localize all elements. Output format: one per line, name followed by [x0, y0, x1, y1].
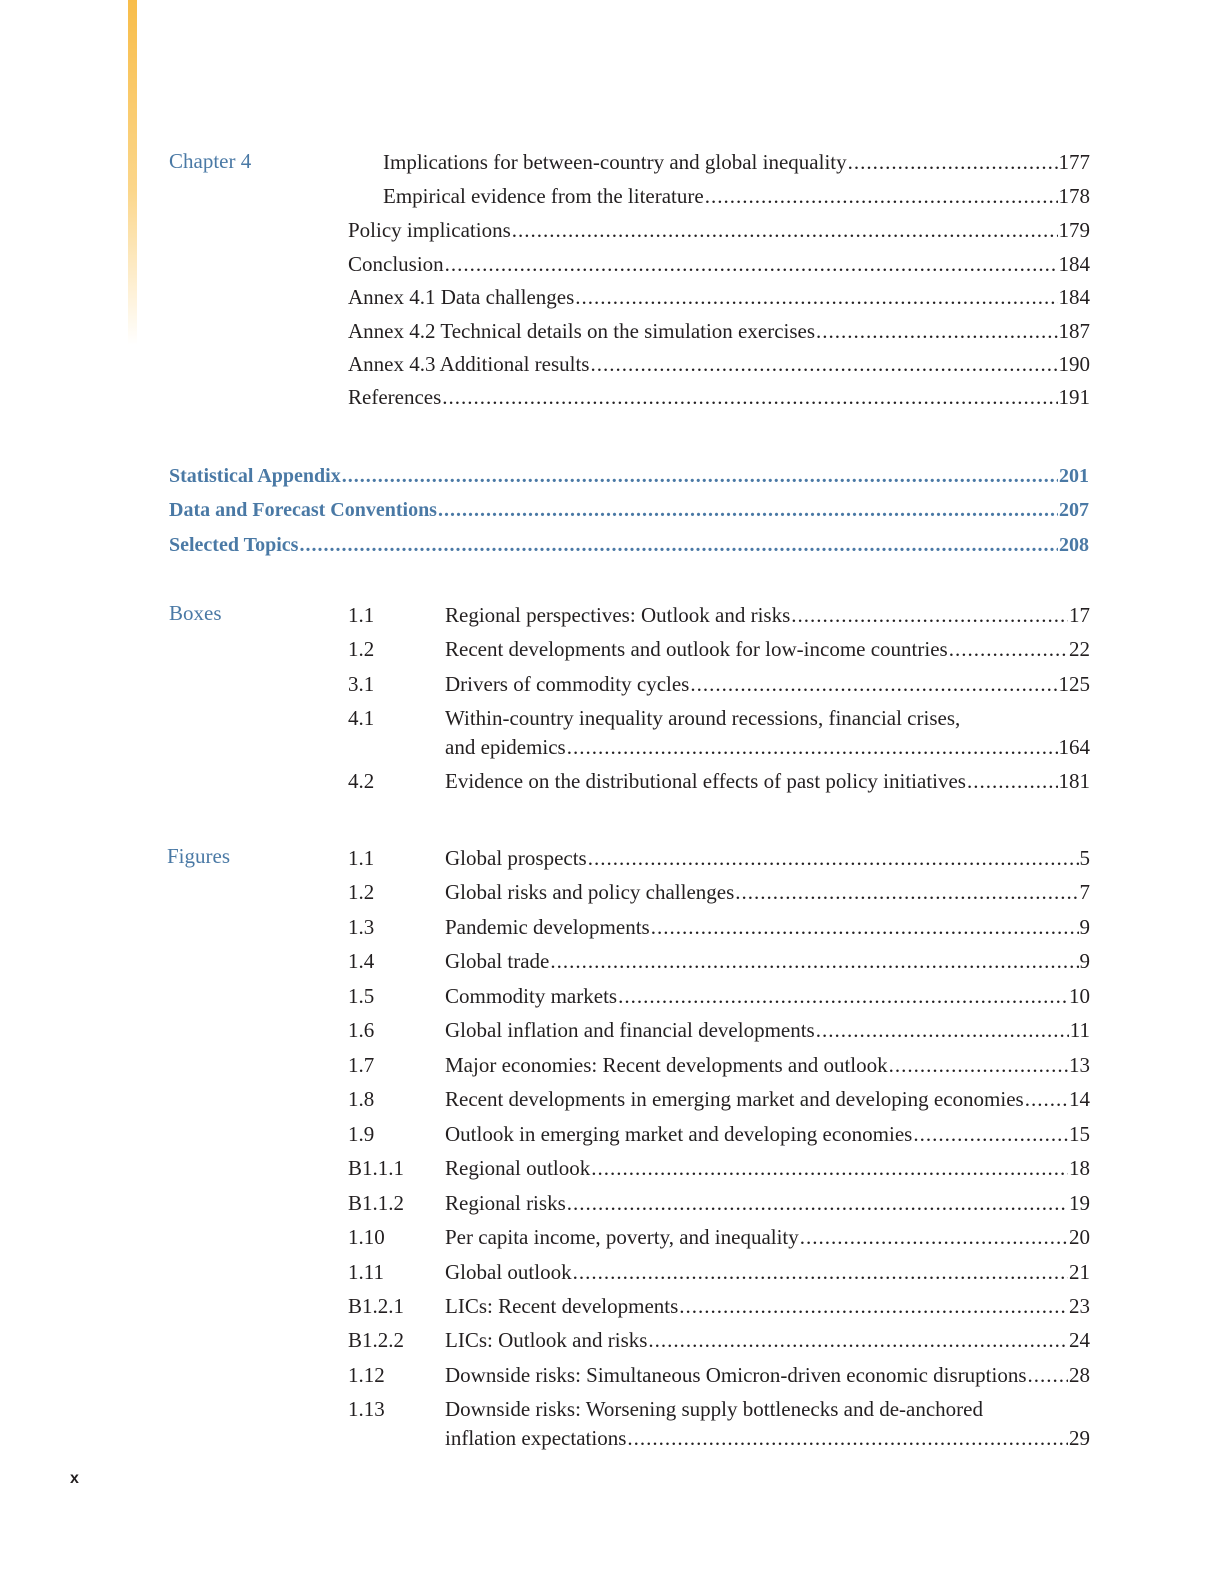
figure-number: 1.8	[348, 1087, 375, 1111]
figure-entry[interactable]	[445, 1084, 1090, 1114]
figure-entry[interactable]	[445, 1188, 1090, 1218]
figure-page: 21	[1069, 1260, 1090, 1284]
box-title: Recent developments and outlook for low-income countries	[445, 637, 948, 661]
figure-title: Downside risks: Simultaneous Omicron-driven economic disruptions	[445, 1363, 1027, 1387]
figure-title: Commodity markets	[445, 984, 618, 1008]
boxes-label: Boxes	[169, 601, 222, 625]
dot-leader	[949, 634, 1068, 664]
figure-number: 1.13	[348, 1397, 385, 1421]
dot-leader	[800, 1222, 1068, 1252]
dot-leader	[690, 669, 1057, 699]
figure-page: 9	[1079, 915, 1090, 939]
dot-leader	[967, 766, 1058, 796]
figure-title: Per capita income, poverty, and inequality	[445, 1225, 799, 1249]
dot-leader	[816, 1015, 1069, 1045]
toc-entry-title: References	[348, 385, 442, 409]
figure-page: 28	[1069, 1363, 1090, 1387]
dot-leader	[735, 877, 1078, 907]
figure-number: B1.2.2	[348, 1328, 405, 1352]
figure-page: 13	[1069, 1053, 1090, 1077]
figure-title: Global outlook	[445, 1260, 572, 1284]
figure-number: 1.11	[348, 1260, 384, 1284]
section-title: Statistical Appendix	[169, 465, 341, 487]
box-title: Evidence on the distributional effects of past policy initiatives	[445, 769, 966, 793]
figure-entry[interactable]	[445, 843, 1090, 873]
toc-entry-title: Empirical evidence from the literature	[383, 184, 704, 208]
figure-number: 1.2	[348, 880, 375, 904]
toc-entry[interactable]	[348, 249, 1090, 279]
dot-leader	[679, 1291, 1068, 1321]
figure-title: Outlook in emerging market and developing economies	[445, 1122, 913, 1146]
figure-page: 23	[1069, 1294, 1090, 1318]
dot-leader	[550, 946, 1078, 976]
box-number: 4.2	[348, 769, 375, 793]
figure-page: 19	[1069, 1191, 1090, 1215]
box-page: 181	[1058, 769, 1090, 793]
box-entry[interactable]	[445, 732, 1090, 762]
toc-entry-title: Annex 4.2 Technical details on the simulation exercises	[348, 319, 816, 343]
figure-entry[interactable]	[445, 1153, 1090, 1183]
toc-entry-page: 179	[1058, 218, 1090, 242]
dot-leader	[1028, 1360, 1068, 1390]
figure-title-line1: Downside risks: Worsening supply bottlenecks and de-anchored	[445, 1397, 983, 1421]
toc-entry[interactable]	[348, 349, 1090, 379]
dot-leader	[567, 1188, 1068, 1218]
dot-leader	[590, 349, 1057, 379]
figure-title: Global risks and policy challenges	[445, 880, 735, 904]
box-page: 22	[1069, 637, 1090, 661]
dot-leader	[567, 732, 1058, 762]
dot-leader	[848, 147, 1058, 177]
box-number: 1.1	[348, 603, 375, 627]
figure-title: Global prospects	[445, 846, 587, 870]
toc-entry[interactable]	[348, 382, 1090, 412]
section-entry[interactable]	[169, 495, 1089, 525]
figure-number: 1.6	[348, 1018, 375, 1042]
figure-number: B1.1.2	[348, 1191, 405, 1215]
box-entry[interactable]	[445, 600, 1090, 630]
figure-number: 1.3	[348, 915, 375, 939]
figure-title: LICs: Recent developments	[445, 1294, 679, 1318]
toc-entry-title: Implications for between-country and global inequality	[383, 150, 847, 174]
figure-entry[interactable]	[445, 1257, 1090, 1287]
figure-number: 1.5	[348, 984, 375, 1008]
figure-page: 11	[1069, 1018, 1090, 1042]
toc-entry-title: Policy implications	[348, 218, 511, 242]
dot-leader	[438, 495, 1058, 525]
figure-title: Recent developments in emerging market and developing economies	[445, 1087, 1024, 1111]
dot-leader	[627, 1423, 1068, 1453]
toc-entry-title: Annex 4.1 Data challenges	[348, 285, 575, 309]
figure-entry[interactable]	[445, 1325, 1090, 1355]
section-title: Selected Topics	[169, 534, 299, 556]
dot-leader	[889, 1050, 1068, 1080]
toc-entry-page: 184	[1058, 285, 1090, 309]
figure-entry[interactable]	[445, 877, 1090, 907]
toc-entry[interactable]	[348, 215, 1090, 245]
dot-leader	[445, 249, 1058, 279]
figure-page: 9	[1079, 949, 1090, 973]
figure-page: 7	[1079, 880, 1090, 904]
figure-title: Major economies: Recent developments and outlook	[445, 1053, 888, 1077]
box-number: 3.1	[348, 672, 375, 696]
dot-leader	[705, 181, 1058, 211]
dot-leader	[1025, 1084, 1068, 1114]
dot-leader	[573, 1257, 1068, 1287]
figure-page: 29	[1069, 1426, 1090, 1450]
section-page: 208	[1059, 534, 1089, 556]
section-page: 201	[1059, 465, 1089, 487]
figure-entry[interactable]	[445, 1050, 1090, 1080]
figure-entry[interactable]	[445, 1015, 1090, 1045]
figure-page: 14	[1069, 1087, 1090, 1111]
figure-entry[interactable]	[445, 1222, 1090, 1252]
dot-leader	[442, 382, 1057, 412]
figure-number: 1.12	[348, 1363, 385, 1387]
toc-entry[interactable]	[348, 282, 1090, 312]
toc-entry-page: 178	[1058, 184, 1090, 208]
toc-entry-title: Conclusion	[348, 252, 444, 276]
dot-leader	[588, 843, 1079, 873]
box-entry[interactable]	[445, 766, 1090, 796]
figure-page: 5	[1079, 846, 1090, 870]
toc-entry[interactable]	[348, 316, 1090, 346]
figure-title: LICs: Outlook and risks	[445, 1328, 648, 1352]
figure-page: 18	[1069, 1156, 1090, 1180]
toc-entry-title: Annex 4.3 Additional results	[348, 352, 590, 376]
page-folio: x	[70, 1470, 79, 1487]
dot-leader	[791, 600, 1068, 630]
figure-entry[interactable]	[445, 1423, 1090, 1453]
box-entry[interactable]	[445, 669, 1090, 699]
figure-number: 1.10	[348, 1225, 385, 1249]
figure-number: B1.2.1	[348, 1294, 405, 1318]
toc-entry[interactable]	[383, 181, 1090, 211]
section-entry[interactable]	[169, 461, 1089, 491]
figure-entry[interactable]	[445, 912, 1090, 942]
figure-entry[interactable]	[445, 1119, 1090, 1149]
figure-number: 1.4	[348, 949, 375, 973]
toc-entry-page: 187	[1058, 319, 1090, 343]
section-page: 207	[1059, 499, 1089, 521]
figure-entry[interactable]	[445, 981, 1090, 1011]
figure-title: inflation expectations	[445, 1426, 627, 1450]
box-number: 1.2	[348, 637, 375, 661]
dot-leader	[575, 282, 1057, 312]
dot-leader	[816, 316, 1057, 346]
box-title-line1: Within-country inequality around recessions, financial crises,	[445, 706, 961, 730]
dot-leader	[648, 1325, 1068, 1355]
box-entry[interactable]	[445, 634, 1090, 664]
dot-leader	[299, 530, 1058, 560]
figure-title: Regional outlook	[445, 1156, 591, 1180]
chapter-4-label: Chapter 4	[169, 149, 252, 173]
figure-entry[interactable]	[445, 1360, 1090, 1390]
figure-title: Global inflation and financial developments	[445, 1018, 815, 1042]
dot-leader	[512, 215, 1058, 245]
figure-entry[interactable]	[445, 1291, 1090, 1321]
box-title: Drivers of commodity cycles	[445, 672, 690, 696]
figure-page: 10	[1069, 984, 1090, 1008]
dot-leader	[591, 1153, 1068, 1183]
figure-title: Pandemic developments	[445, 915, 650, 939]
figure-number: 1.9	[348, 1122, 375, 1146]
figure-entry[interactable]	[445, 946, 1090, 976]
figure-page: 24	[1069, 1328, 1090, 1352]
toc-entry[interactable]	[383, 147, 1090, 177]
figure-title: Global trade	[445, 949, 550, 973]
box-page: 125	[1058, 672, 1090, 696]
figure-number: 1.7	[348, 1053, 375, 1077]
dot-leader	[342, 461, 1058, 491]
dot-leader	[618, 981, 1068, 1011]
figures-label: Figures	[167, 844, 230, 868]
box-page: 17	[1069, 603, 1090, 627]
section-title: Data and Forecast Conventions	[169, 499, 437, 521]
toc-entry-page: 184	[1058, 252, 1090, 276]
figure-page: 15	[1069, 1122, 1090, 1146]
figure-number: B1.1.1	[348, 1156, 405, 1180]
toc-entry-page: 177	[1058, 150, 1090, 174]
toc-entry-page: 190	[1058, 352, 1090, 376]
box-title: Regional perspectives: Outlook and risks	[445, 603, 791, 627]
box-title: and epidemics	[445, 735, 566, 759]
figure-number: 1.1	[348, 846, 375, 870]
box-number: 4.1	[348, 706, 375, 730]
section-entry[interactable]	[169, 530, 1089, 560]
figure-title: Regional risks	[445, 1191, 566, 1215]
figure-page: 20	[1069, 1225, 1090, 1249]
dot-leader	[651, 912, 1079, 942]
toc-entry-page: 191	[1058, 385, 1090, 409]
decorative-side-bar	[128, 0, 137, 345]
box-page: 164	[1058, 735, 1090, 759]
dot-leader	[913, 1119, 1068, 1149]
